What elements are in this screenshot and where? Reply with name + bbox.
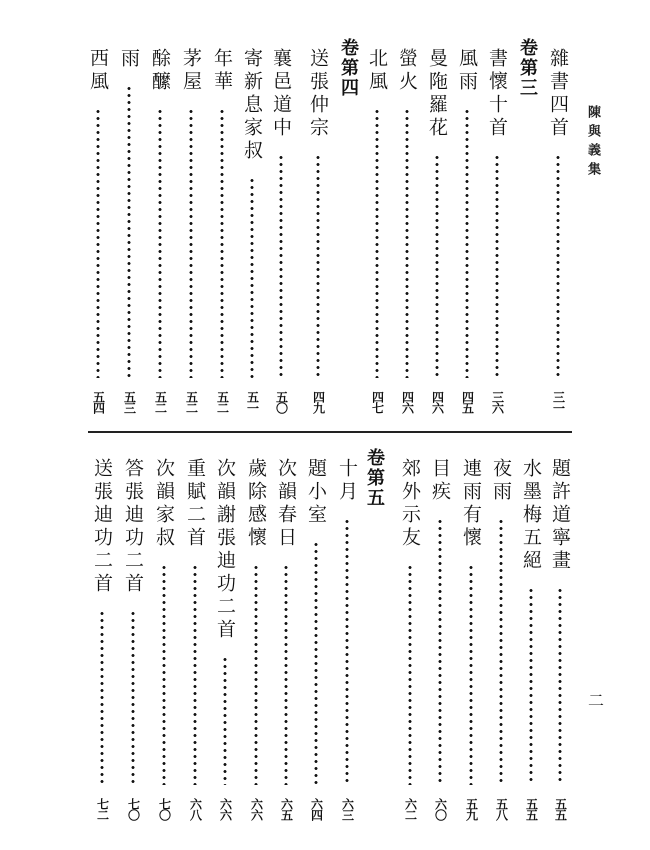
entry-page: 六六 bbox=[249, 798, 264, 820]
entry-title: 次韻家叔 bbox=[153, 458, 175, 550]
entry-page: 四九 bbox=[311, 391, 326, 413]
toc-entry[interactable] bbox=[365, 48, 389, 416]
entry-title: 風雨 bbox=[456, 48, 478, 94]
toc-entry[interactable] bbox=[425, 48, 449, 416]
toc-entry[interactable] bbox=[306, 48, 330, 416]
entry-title: 答張迪功二首 bbox=[122, 458, 144, 596]
volume-heading bbox=[362, 448, 386, 813]
entry-title: 茅屋 bbox=[180, 48, 202, 94]
dot-leader bbox=[529, 587, 533, 785]
dot-leader bbox=[438, 518, 442, 785]
dot-leader bbox=[127, 85, 131, 378]
toc-entry[interactable] bbox=[519, 458, 543, 823]
entry-page: 三一 bbox=[551, 391, 566, 413]
toc-entry[interactable] bbox=[546, 48, 570, 416]
dot-leader bbox=[96, 108, 100, 378]
dot-leader bbox=[435, 154, 439, 378]
entry-title: 連雨有懷 bbox=[460, 458, 482, 550]
toc-entry[interactable] bbox=[455, 48, 479, 416]
entry-page: 五〇 bbox=[274, 391, 289, 413]
dot-leader bbox=[495, 154, 499, 378]
entry-title: 襄邑道中 bbox=[270, 48, 292, 140]
toc-entry[interactable] bbox=[274, 458, 298, 823]
entry-page: 四六 bbox=[430, 391, 445, 413]
dot-leader bbox=[254, 564, 258, 785]
entry-title: 目疾 bbox=[429, 458, 451, 504]
dot-leader bbox=[158, 108, 162, 378]
entry-title: 水墨梅五絕 bbox=[520, 458, 542, 573]
book-title-running-head: 陳與義集 bbox=[585, 105, 600, 181]
toc-entry[interactable] bbox=[244, 458, 268, 823]
toc-entry[interactable] bbox=[395, 48, 419, 416]
dot-leader bbox=[316, 154, 320, 378]
toc-entry[interactable] bbox=[489, 458, 513, 823]
entry-title: 書懷十首 bbox=[486, 48, 508, 140]
toc-entry[interactable] bbox=[269, 48, 293, 416]
entry-title: 螢火 bbox=[396, 48, 418, 94]
entry-title: 題小室 bbox=[305, 458, 327, 527]
dot-leader bbox=[250, 177, 254, 378]
dot-leader bbox=[499, 518, 503, 785]
entry-title: 題許道寧畫 bbox=[549, 458, 571, 573]
toc-entry[interactable] bbox=[335, 458, 359, 823]
toc-entry[interactable] bbox=[213, 458, 237, 823]
dot-leader bbox=[279, 154, 283, 378]
dot-leader bbox=[189, 108, 193, 378]
entry-title: 寄新息家叔 bbox=[241, 48, 263, 163]
dot-leader bbox=[284, 564, 288, 785]
dot-leader bbox=[162, 564, 166, 785]
entry-page: 七二 bbox=[95, 798, 110, 820]
dot-leader bbox=[558, 587, 562, 785]
toc-entry[interactable] bbox=[240, 48, 264, 416]
toc-entry[interactable] bbox=[152, 458, 176, 823]
entry-title: 郊外示友 bbox=[399, 458, 421, 550]
entry-title: 雨 bbox=[118, 48, 140, 71]
entry-page: 五四 bbox=[91, 391, 106, 413]
entry-page: 六二 bbox=[403, 798, 418, 820]
entry-page: 五八 bbox=[494, 798, 509, 820]
entry-title: 酴醿 bbox=[149, 48, 171, 94]
entry-title: 十月 bbox=[336, 458, 358, 504]
toc-entry[interactable] bbox=[548, 458, 572, 823]
toc-entry[interactable] bbox=[179, 48, 203, 416]
entry-page: 五二 bbox=[215, 391, 230, 413]
entry-page: 五五 bbox=[524, 798, 539, 820]
dot-leader bbox=[408, 564, 412, 785]
entry-page: 六八 bbox=[188, 798, 203, 820]
toc-entry[interactable] bbox=[210, 48, 234, 416]
dot-leader bbox=[100, 610, 104, 785]
entry-page: 五五 bbox=[553, 798, 568, 820]
dot-leader bbox=[556, 154, 560, 378]
entry-page: 六三 bbox=[340, 798, 355, 820]
toc-entry[interactable] bbox=[183, 458, 207, 823]
toc-entry[interactable] bbox=[428, 458, 452, 823]
entry-title: 年華 bbox=[211, 48, 233, 94]
entry-title: 重賦二首 bbox=[184, 458, 206, 550]
entry-page: 四五 bbox=[460, 391, 475, 413]
entry-title: 夜雨 bbox=[490, 458, 512, 504]
dot-leader bbox=[220, 108, 224, 378]
toc-entry[interactable] bbox=[304, 458, 328, 823]
toc-entry[interactable] bbox=[90, 458, 114, 823]
entry-page: 六六 bbox=[218, 798, 233, 820]
entry-page: 六〇 bbox=[433, 798, 448, 820]
entry-title: 北風 bbox=[366, 48, 388, 94]
dot-leader bbox=[314, 541, 318, 785]
entry-page: 七〇 bbox=[157, 798, 172, 820]
entry-title: 送張仲宗 bbox=[307, 48, 329, 140]
entry-page: 六四 bbox=[309, 798, 324, 820]
entry-page: 四六 bbox=[400, 391, 415, 413]
section-divider bbox=[88, 431, 572, 433]
dot-leader bbox=[131, 610, 135, 785]
entry-page: 五二 bbox=[184, 391, 199, 413]
entry-title: 次韻謝張迪功二首 bbox=[214, 458, 236, 642]
page-number: 二 bbox=[588, 691, 605, 710]
dot-leader bbox=[193, 564, 197, 785]
toc-entry[interactable] bbox=[117, 48, 141, 416]
entry-title: 送張迪功二首 bbox=[91, 458, 113, 596]
toc-entry[interactable] bbox=[398, 458, 422, 823]
toc-entry[interactable] bbox=[148, 48, 172, 416]
entry-title: 西風 bbox=[87, 48, 109, 94]
entry-title: 次韻春日 bbox=[275, 458, 297, 550]
dot-leader bbox=[405, 108, 409, 378]
volume-title: 卷第四 bbox=[338, 38, 359, 98]
toc-entry[interactable] bbox=[459, 458, 483, 823]
entry-page: 六五 bbox=[279, 798, 294, 820]
entry-page: 四七 bbox=[370, 391, 385, 413]
dot-leader bbox=[345, 518, 349, 785]
toc-entry[interactable] bbox=[121, 458, 145, 823]
toc-entry[interactable] bbox=[485, 48, 509, 416]
volume-title: 卷第三 bbox=[517, 38, 538, 98]
dot-leader bbox=[469, 564, 473, 785]
dot-leader bbox=[223, 656, 227, 785]
dot-leader bbox=[375, 108, 379, 378]
volume-title: 卷第五 bbox=[364, 448, 385, 508]
entry-page: 五二 bbox=[153, 391, 168, 413]
entry-page: 五三 bbox=[122, 391, 137, 413]
entry-title: 歲除感懷 bbox=[245, 458, 267, 550]
entry-page: 五一 bbox=[245, 391, 260, 413]
entry-page: 七〇 bbox=[126, 798, 141, 820]
dot-leader bbox=[465, 108, 469, 378]
toc-entry[interactable] bbox=[86, 48, 110, 416]
entry-title: 雜書四首 bbox=[547, 48, 569, 140]
volume-heading bbox=[515, 38, 539, 406]
entry-page: 五九 bbox=[464, 798, 479, 820]
entry-page: 三六 bbox=[490, 391, 505, 413]
volume-heading bbox=[336, 38, 360, 406]
entry-title: 曼陁羅花 bbox=[426, 48, 448, 140]
